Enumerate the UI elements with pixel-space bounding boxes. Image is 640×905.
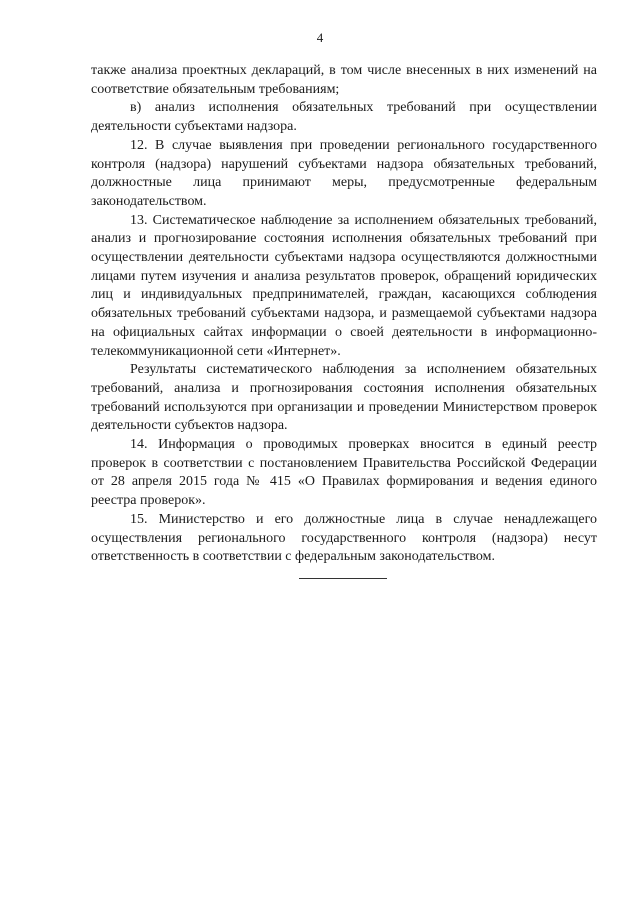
paragraph-projects-declarations: также анализа проектных деклараций, в том числе внесенных в них изменений на соответствие обязательным требованиям; [91,63,597,97]
paragraph-13: 13. Систематическое наблюдение за исполнением обязательных требований, анализ и прогнозирование состояния исполнения обязательных требований при осуществлении деятельности субъектами надзора осуществляются должностными лицами путем изучения и анализа результатов проверок, обращений юридических лиц и индивидуальных предпринимателей, граждан, касающихся соблюдения обязательных требований субъектами надзора, и размещаемой субъектами надзора на официальных сайтах информации о своей деятельности в информационно-телекоммуникационной сети «Интернет». [91,212,597,359]
page-number: 4 [316,30,324,45]
paragraph-15: 15. Министерство и его должностные лица в случае ненадлежащего осуществления регионального государственного контроля (надзора) несут ответственность в соответствии с федеральным законодательством. [91,511,597,565]
end-separator-line [299,578,387,579]
paragraph-item-v: в) анализ исполнения обязательных требований при осуществлении деятельности субъектами надзора. [91,100,597,135]
paragraph-14: 14. Информация о проводимых проверках вносится в единый реестр проверок в соответствии с постановлением Правительства Российской Федерации от 28 апреля 2015 года № 415 «О Правилах формирования и ведения единого реестра проверок». [91,437,597,509]
paragraph-12: 12. В случае выявления при проведении регионального государственного контроля (надзора) нарушений субъектами надзора обязательных требований, должностные лица принимают меры, предусмотренные федеральным законодательством. [91,137,597,209]
document-body [91,62,597,567]
paragraph-results: Результаты систематического наблюдения за исполнением обязательных требований, анализа и прогнозирования состояния исполнения обязательных требований используются при организации и проведении Министерством проверок деятельности субъектов надзора. [91,362,597,434]
